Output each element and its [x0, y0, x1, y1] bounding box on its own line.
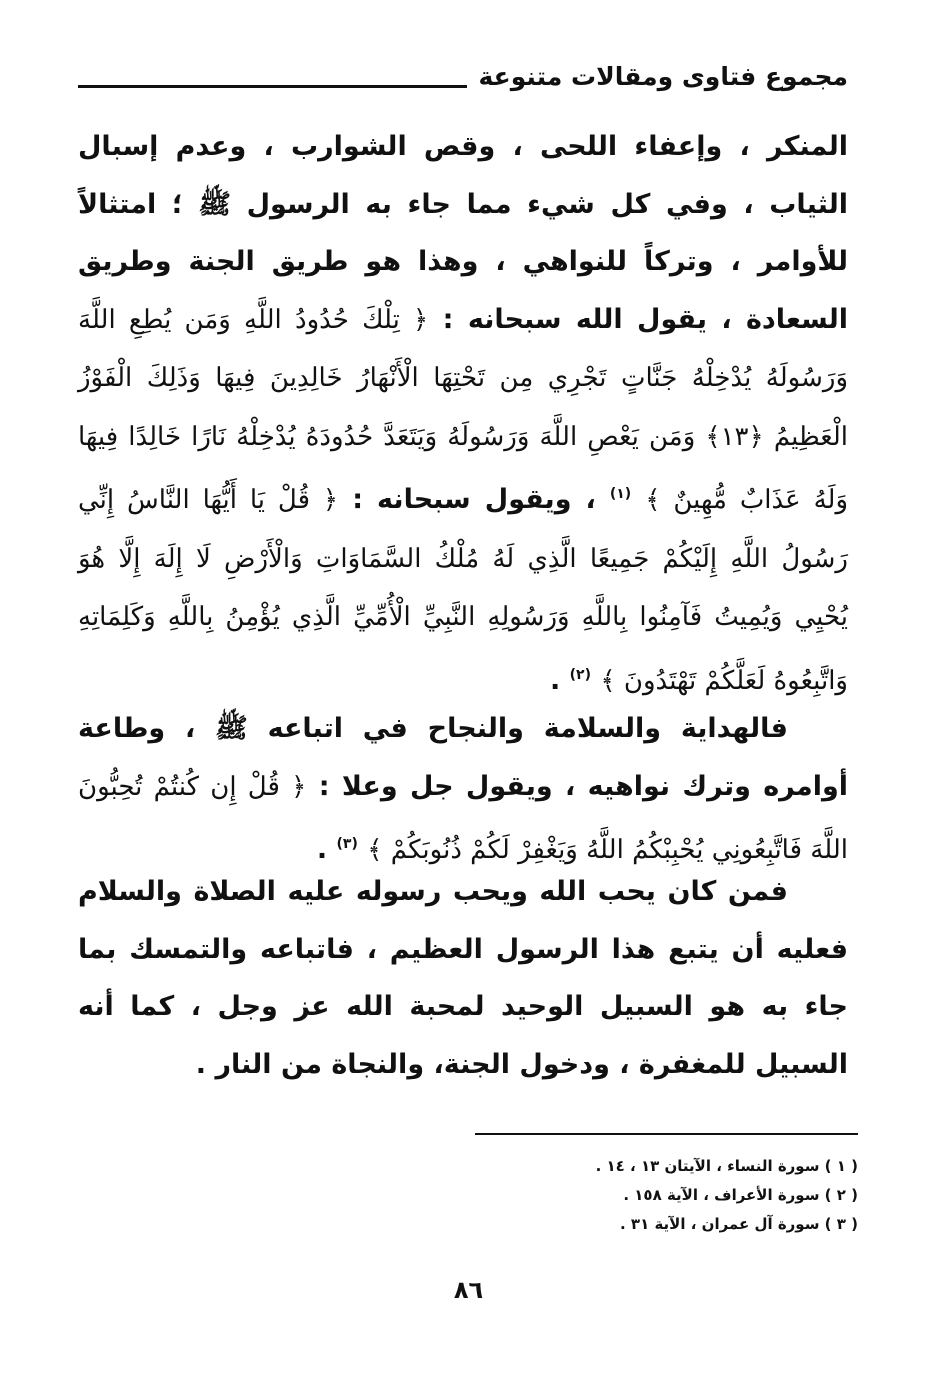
footnotes — [478, 1152, 858, 1239]
footnote-ref-1: (١) — [609, 486, 632, 502]
footnote-1: ( ١ ) سورة النساء ، الآيتان ١٣ ، ١٤ . — [595, 1157, 858, 1175]
footnote-ref-2: (٢) — [569, 666, 591, 683]
paragraph-1-mid: ، ويقول سبحانه : — [352, 484, 596, 515]
quran-verse-an-nisa: ﴿ تِلْكَ حُدُودُ اللَّهِ وَمَن يُطِعِ اللَّهَ وَرَسُولَهُ يُدْخِلْهُ جَنَّاتٍ تَجْرِي مِن تَحْتِهَا الْأَنْهَارُ خَالِدِينَ فِيهَا وَذَلِكَ الْفَوْزُ الْعَظِيمُ ﴿١٣﴾ وَمَن يَعْصِ اللَّهَ وَرَسُولَهُ وَيَتَعَدَّ حُدُودَهُ يُدْخِلْهُ نَارًا خَالِدًا فِيهَا وَلَهُ عَذَابٌ مُّهِينٌ ﴾ — [78, 304, 849, 515]
paragraph-2-end: . — [316, 834, 328, 865]
paragraph-1-end: . — [549, 664, 561, 696]
footnote-3: ( ٣ ) سورة آل عمران ، الآية ٣١ . — [620, 1215, 858, 1233]
paragraph-3 — [78, 863, 848, 1093]
page-number: ٨٦ — [453, 1276, 484, 1304]
main-text — [78, 118, 848, 1093]
header-rule — [78, 85, 467, 88]
quran-verse-al-araf: ﴿ قُلْ يَا أَيُّهَا النَّاسُ إِنِّي رَسُولُ اللَّهِ إِلَيْكُمْ جَمِيعًا الَّذِي لَهُ مُلْكُ السَّمَاوَاتِ وَالْأَرْضِ لَا إِلَهَ إِلَّا هُوَ يُحْيِي وَيُمِيتُ فَآمِنُوا بِاللَّهِ وَرَسُولِهِ النَّبِيِّ الْأُمِّيِّ الَّذِي يُؤْمِنُ بِاللَّهِ وَكَلِمَاتِهِ وَاتَّبِعُوهُ لَعَلَّكُمْ تَهْتَدُونَ ﴾ — [78, 485, 848, 696]
running-header — [78, 62, 848, 91]
book-title: مجموع فتاوى ومقالات متنوعة — [478, 62, 848, 91]
footnote-ref-3: (٣) — [336, 836, 358, 852]
paragraph-1 — [78, 118, 849, 696]
quran-verse-al-imran: ﴿ قُلْ إِن كُنتُمْ تُحِبُّونَ اللَّهَ فَاتَّبِعُونِي يُحْبِبْكُمُ اللَّهُ وَيَغْفِرْ لَكُمْ ذُنُوبَكُمْ ﴾ — [78, 771, 848, 865]
paragraph-1-lead: المنكر ، وإعفاء اللحى ، وقص الشوارب ، وعدم إسبال الثياب ، وفي كل شيء مما جاء به الرسول ﷺ ؛ امتثالاً للأوامر ، وتركاً للنواهي ، وهذا هو طريق الجنة وطريق السعادة ، يقول الله سبحانه : — [78, 131, 848, 335]
footnote-separator — [475, 1133, 858, 1135]
paragraph-2 — [78, 700, 848, 863]
paragraph-3-text: فمن كان يحب الله ويحب رسوله عليه الصلاة والسلام فعليه أن يتبع هذا الرسول العظيم ، فاتباعه والتمسك بما جاء به هو السبيل الوحيد لمحبة الله عز وجل ، كما أنه السبيل للمغفرة ، ودخول الجنة، والنجاة من النار . — [78, 876, 848, 1080]
paragraph-2-lead: فالهداية والسلامة والنجاح في اتباعه ﷺ ، وطاعة أوامره وترك نواهيه ، ويقول جل وعلا : — [78, 713, 848, 802]
footnote-2: ( ٢ ) سورة الأعراف ، الآية ١٥٨ . — [623, 1186, 858, 1204]
